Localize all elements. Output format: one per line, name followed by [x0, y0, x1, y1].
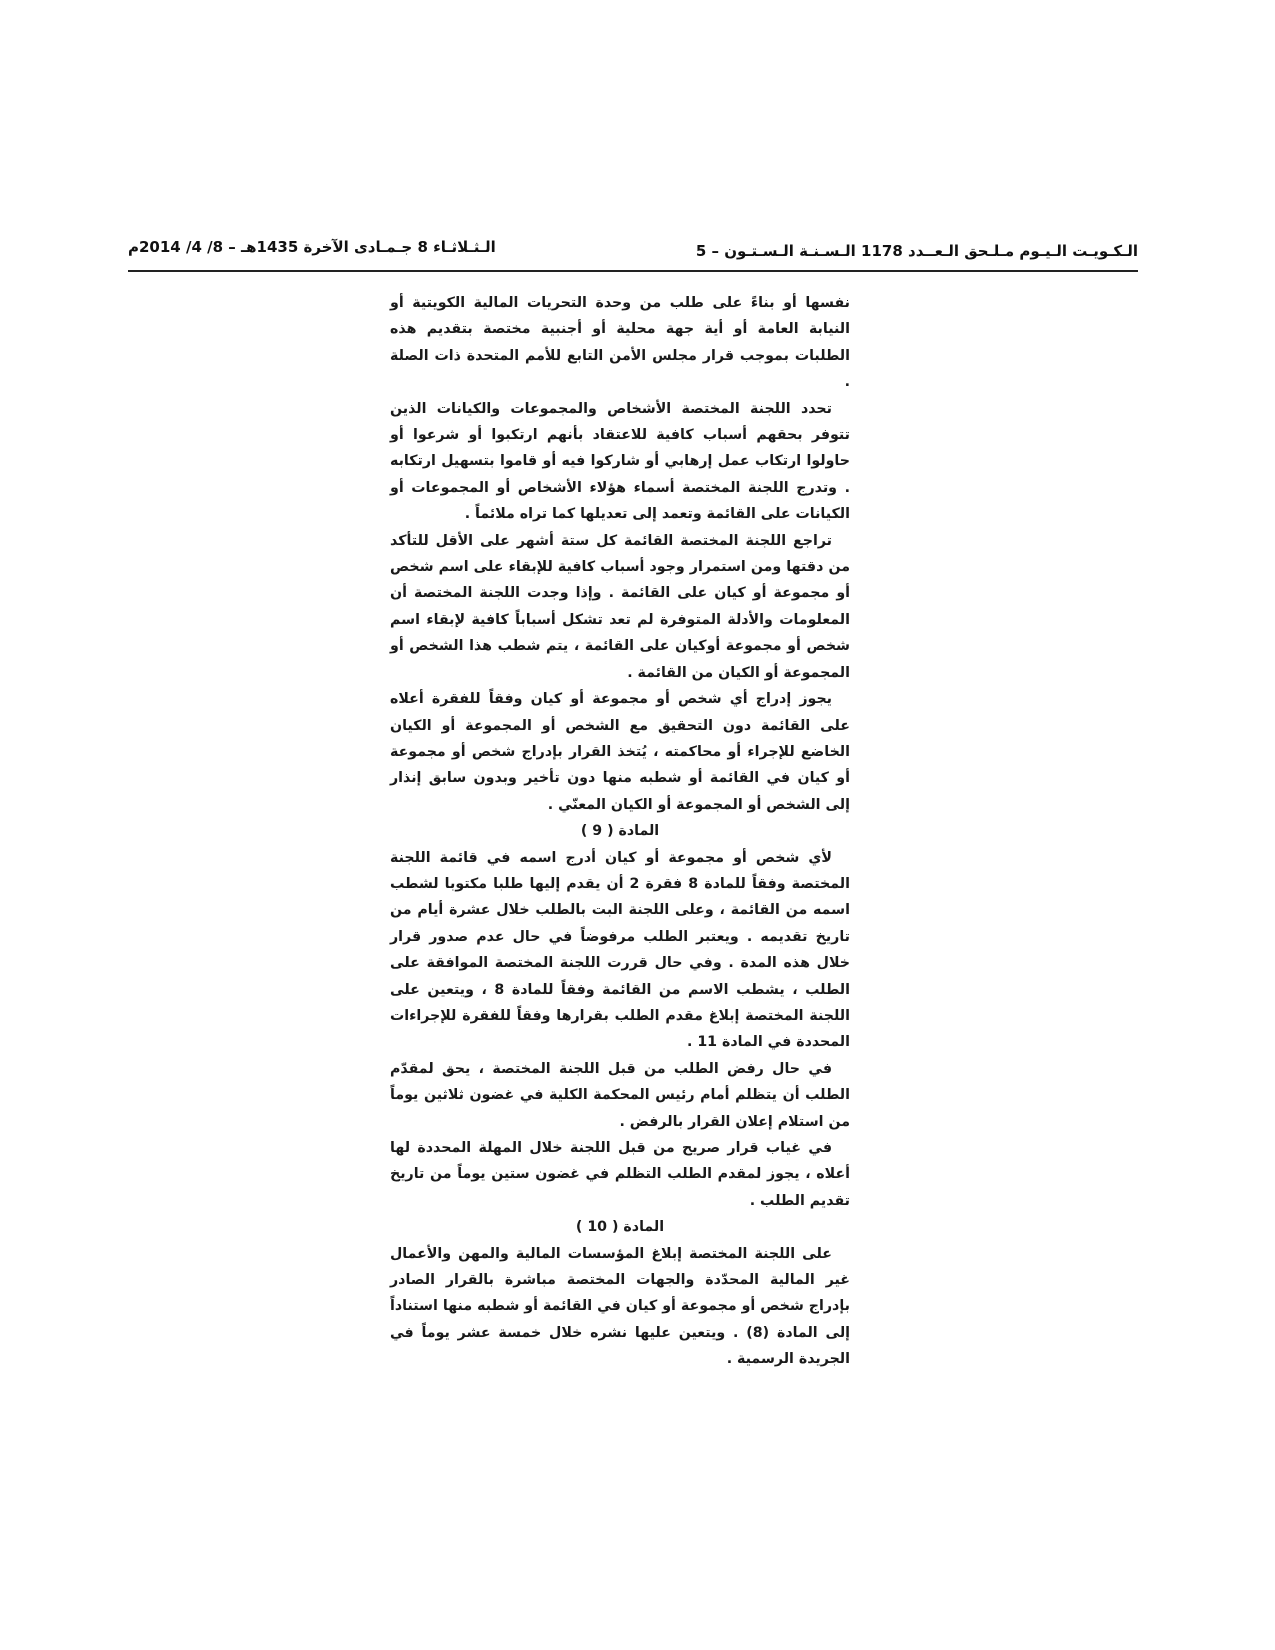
header-rule [128, 270, 1138, 272]
paragraph-committee-designation: تحدد اللجنة المختصة الأشخاص والمجموعات والكيانات الذين تتوفر بحقهم أسباب كافية للاعتقاد بأنهم ارتكبوا أو شرعوا أو حاولوا ارتكاب عمل إرهابي أو شاركوا فيه أو قاموا بتسهيل ارتكابه . وتدرج اللجنة المختصة أسماء هؤلاء الأشخاص أو المجموعات أو الكيانات على القائمة وتعمد إلى تعديلها كما تراه ملائماً . [390, 400, 850, 523]
paragraph-appeal-no-decision: في غياب قرار صريح من قبل اللجنة خلال المهلة المحددة لها أعلاه ، يجوز لمقدم الطلب التظلم في غضون ستين يوماً من تاريخ تقديم الطلب . [390, 1140, 850, 1209]
paragraph-delisting-request: لأي شخص أو مجموعة أو كيان أدرج اسمه في قائمة اللجنة المختصة وفقاً للمادة 8 فقرة 2 أن يقدم إليها طلبا مكتوبا لشطب اسمه من القائمة ، وعلى اللجنة البت بالطلب خلال عشرة أيام من تاريخ تقديمه . ويعتبر الطلب مرفوضاً في حال عدم صدور قرار خلال هذه المدة . وفي حال قررت اللجنة المختصة الموافقة على الطلب ، يشطب الاسم من القائمة وفقاً للمادة 8 ، ويتعين على اللجنة المختصة إبلاغ مقدم الطلب بقرارها وفقاً للفقرة للإجراءات المحددة في المادة 11 . [390, 849, 850, 1051]
paragraph-appeal-rejection: في حال رفض الطلب من قبل اللجنة المختصة ، يحق لمقدّم الطلب أن يتظلم أمام رئيس المحكمة الكلية في غضون ثلاثين يوماً من استلام إعلان القرار بالرفض . [390, 1060, 850, 1130]
paragraph-continuation: نفسها أو بناءً على طلب من وحدة التحريات المالية الكويتية أو النيابة العامة أو أية جهة محلية أو أجنبية مختصة بتقديم هذه الطلبات بموجب قرار مجلس الأمن التابع للأمم المتحدة ذات الصلة . [390, 295, 850, 391]
page-header [128, 228, 1138, 272]
article-9-heading: المادة ( 9 ) [580, 823, 660, 840]
paragraph-list-review: تراجع اللجنة المختصة القائمة كل ستة أشهر على الأقل للتأكد من دقتها ومن استمرار وجود أسباب كافية للإبقاء على اسم شخص أو مجموعة أو كيان على القائمة . وإذا وجدت اللجنة المختصة أن المعلومات والأدلة المتوفرة لم تعد تشكل أسباباً كافية لإبقاء اسم شخص أو مجموعة أوكيان على القائمة ، يتم شطب هذا الشخص أو المجموعة أو الكيان من القائمة . [390, 532, 850, 681]
paragraph-listing-without-notice: يجوز إدراج أي شخص أو مجموعة أو كيان وفقاً للفقرة أعلاه على القائمة دون التحقيق مع الشخص أو المجموعة أو الكيان الخاضع للإجراء أو محاكمته ، يُتخذ القرار بإدراج شخص أو مجموعة أو كيان في القائمة أو شطبه منها دون تأخير وبدون سابق إنذار إلى الشخص أو المجموعة أو الكيان المعنّي . [390, 691, 850, 813]
header-date: الـثـلاثـاء 8 جـمـادى الآخرة 1435هـ – 8/ 4/ 2014م [128, 238, 496, 256]
article-body [390, 290, 850, 1373]
header-publication-info: الـكـويـت الـيـوم مـلـحق الـعــدد 1178 الـسـنـة الـسـتـون – 5 [695, 242, 1138, 260]
article-10-heading: المادة ( 10 ) [575, 1219, 665, 1236]
paragraph-notification: على اللجنة المختصة إبلاغ المؤسسات المالية والمهن والأعمال غير المالية المحدّدة والجهات المختصة مباشرة بالقرار الصادر بإدراج شخص أو مجموعة أو كيان في القائمة أو شطبه منها استناداً إلى المادة (8) . ويتعين عليها نشره خلال خمسة عشر يوماً في الجريدة الرسمية . [390, 1245, 851, 1368]
